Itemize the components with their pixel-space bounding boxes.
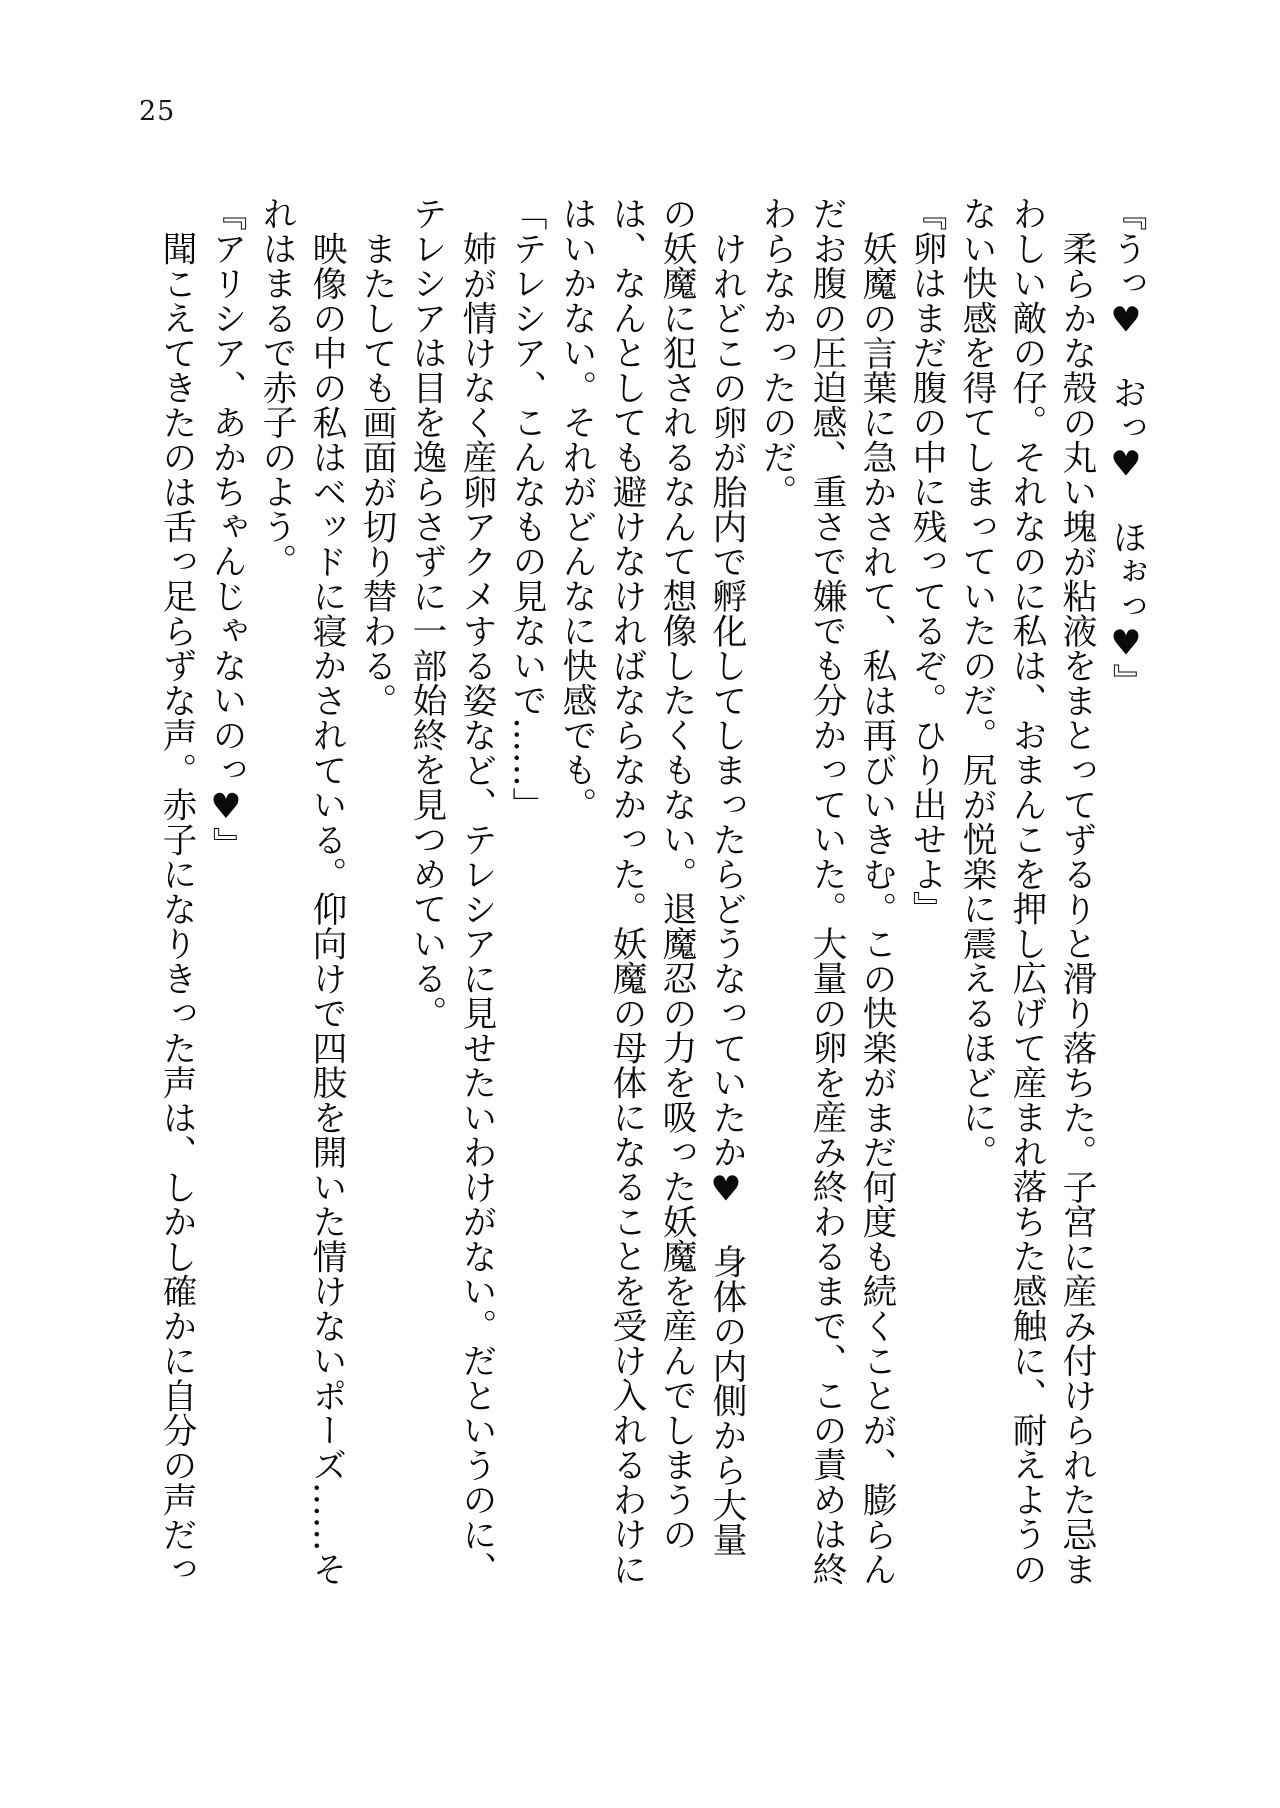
- narration-paragraph: 映像の中の私はベッドに寝かされている。仰向けで四肢を開いた情けないポーズ……それはまるで赤子のよう。: [256, 196, 346, 1586]
- narration-paragraph: けれどこの卵が胎内で孵化してしまったらどうなっていたか♥ 身体の内側から大量の妖魔に犯されるなんて想像したくもない。退魔忍の力を吸った妖魔を産んでしまうのは、なんとしても避けなければならなかった。妖魔の母体になることを受け入れるわけにはいかない。それがどんなに快感でも。: [556, 196, 746, 1586]
- narration-paragraph: 柔らかな殻の丸い塊が粘液をまとってずるりと滑り落ちた。子宮に産み付けられた忌まわしい敵の仔。それなのに私は、おまんこを押し広げて産まれ落ちた感触に、耐えようのない快感を得てしまっていたのだ。尻が悦楽に震えるほどに。: [956, 196, 1096, 1586]
- narration-paragraph: 妖魔の言葉に急かされて、私は再びいきむ。この快楽がまだ何度も続くことが、膨らんだお腹の圧迫感、重さで嫌でも分かっていた。大量の卵を産み終わるまで、この責めは終わらなかったのだ。: [756, 196, 896, 1586]
- narration-paragraph: 聞こえてきたのは舌っ足らずな声。赤子になりきった声は、しかし確かに自分の声だっ: [156, 230, 196, 1586]
- dialogue-paragraph: 『アリシア、あかちゃんじゃないのっ♥』: [206, 196, 246, 862]
- text-block: [151, 196, 1151, 1591]
- dialogue-paragraph: 『うっ♥ おっ♥ ほぉっ♥』: [1106, 196, 1146, 699]
- narration-paragraph: またしても画面が切り替わる。: [356, 230, 396, 718]
- narration-paragraph: 姉が情けなく産卵アクメする姿など、テレシアに見せたいわけがない。だというのに、テレシアは目を逸らさずに一部始終を見つめている。: [406, 196, 496, 1586]
- page-number: 25: [139, 96, 176, 127]
- dialogue-paragraph: 『卵はまだ腹の中に残ってるぞ。ひり出せよ』: [906, 196, 946, 926]
- dialogue-paragraph: 「テレシア、こんなもの見ないで……」: [506, 196, 546, 822]
